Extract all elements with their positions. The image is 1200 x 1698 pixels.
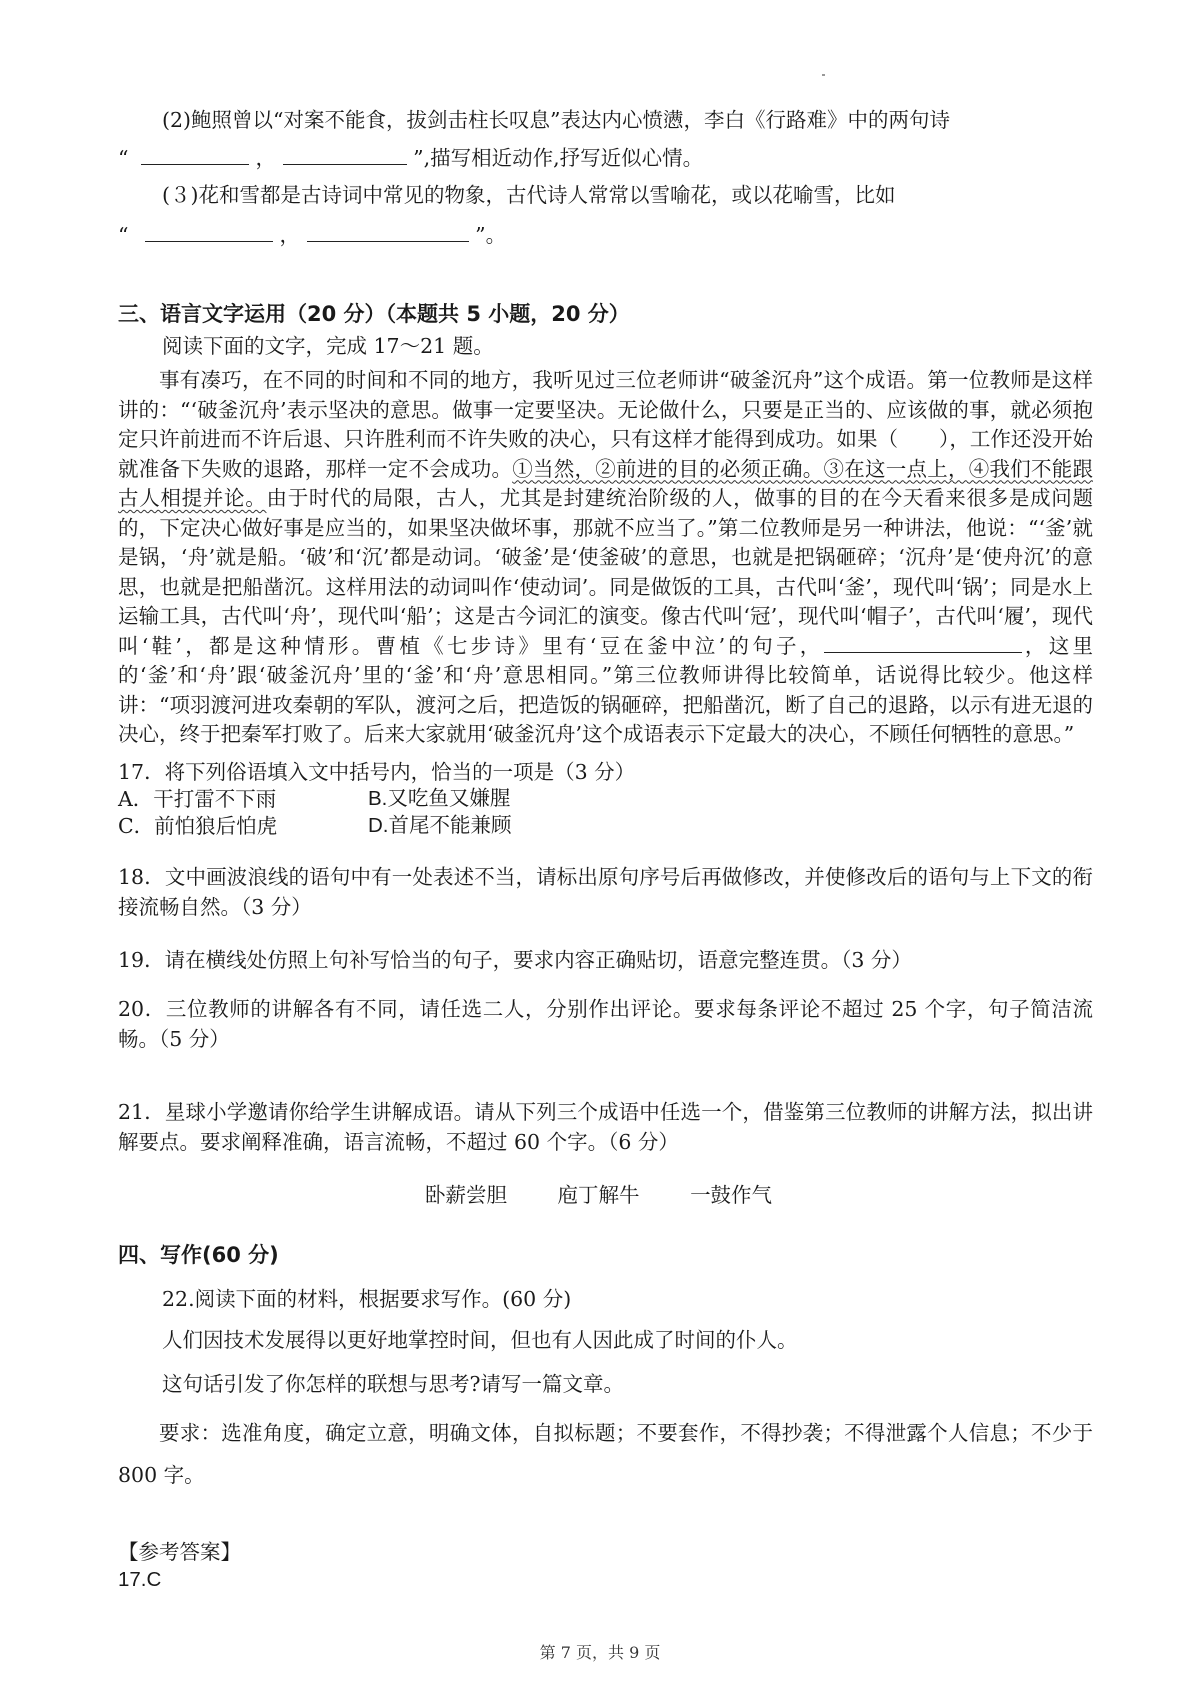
q3-line1: (３)花和雪都是古诗词中常见的物象，古代诗人常常以雪喻花，或以花喻雪，比如 <box>162 183 896 207</box>
q22-stem: 22.阅读下面的材料，根据要求写作。(60 分) <box>162 1287 572 1311</box>
idiom-choices <box>425 1178 816 1208</box>
idiom-3[interactable]: 一鼓作气 <box>690 1183 773 1207</box>
answer-blank[interactable] <box>141 144 249 165</box>
page-footer: 第 7 页，共 9 页 <box>539 1643 661 1662</box>
q19: 19．请在横线处仿照上句补写恰当的句子，要求内容正确贴切，语意完整连贯。（3 分） <box>118 948 912 972</box>
q17-option-c[interactable]: C．前怕狼后怕虎 <box>118 814 278 838</box>
q2-line2: “ ， ”,描写相近动作,抒写近似心情。 <box>118 146 704 170</box>
section3-heading: 三、语言文字运用（20 分）（本题共 5 小题，20 分） <box>118 302 630 326</box>
q2-line1: (2)鲍照曾以“对案不能食，拔剑击柱长叹息”表达内心愤懑，李白《行路难》中的两句诗 <box>162 108 950 132</box>
section4-heading: 四、写作(60 分) <box>118 1243 279 1267</box>
writing-requirement: 要求：选准角度，确定立意，明确文体，自拟标题；不要套作，不得抄袭；不得泄露个人信息；不少于 800 字。 <box>118 1421 1093 1487</box>
q20: 20．三位教师的讲解各有不同，请任选二人，分别作出评论。要求每条评论不超过 25 个字，句子简洁流畅。（5 分） <box>118 997 1093 1051</box>
q17-option-b[interactable]: B.又吃鱼又嫌腥 <box>368 787 511 810</box>
reading-passage: 事有凑巧，在不同的时间和不同的地方，我听见过三位老师讲“破釜沉舟”这个成语。第一位教师是这样讲的：“‘破釜沉舟’表示坚决的意思。做事一定要坚决。无论做什么，只要是正当的、应该做的事，就必须抱定只许前进而不许后退、只许胜利而不许失败的决心，只有这样才能得到成功。如果（ ），工作还没开始就准备下失败的退路，那样一定不会成功。①当然，②前进的目的必须正确。③在这一点上，④我们不能跟古人相提并论。由于时代的局限，古人，尤其是封建统治阶级的人，做事的目的在今天看来很多是成问题的，下定决心做好事是应当的，如果坚决做坏事，那就不应当了。”第二位教师是另一种讲法，他说：“‘釜’就是锅，‘舟’就是船。‘破’和‘沉’都是动词。‘破釜’是‘使釜破’的意思，也就是把锅砸碎；‘沉舟’是‘使舟沉’的意思，也就是把船凿沉。这样用法的动词叫作‘使动词’。同是做饭的工具，古代叫‘釜’，现代叫‘锅’；同是水上运输工具，古代叫‘舟’，现代叫‘船’；这是古今词汇的演变。像古代叫‘冠’，现代叫‘帽子’，古代叫‘履’，现代叫‘鞋’，都是这种情形。曹植《七步诗》里有‘豆在釜中泣’的句子， ，这里的‘釜’和‘舟’跟‘破釜沉舟’里的‘釜’和‘舟’意思相同。”第三位教师讲得比较简单，话说得比较少。他这样讲：“项羽渡河进攻秦朝的军队，渡河之后，把造饭的锅砸碎，把船凿沉，断了自己的退路，以示有进无退的决心，终于把秦军打败了。后来大家就用‘破釜沉舟’这个成语表示下定最大的决心，不顾任何牺牲的意思。” <box>118 368 1094 746</box>
q21: 21．星球小学邀请你给学生讲解成语。请从下列三个成语中任选一个，借鉴第三位教师的讲解方法，拟出讲解要点。要求阐释准确，语言流畅，不超过 60 个字。（6 分） <box>118 1100 1093 1154</box>
answer-17: 17.C <box>118 1568 162 1591</box>
wavy-underlined-sentence: ①当然，②前进的目的必须正确。③在这一点上，④我们不能跟古人相提并论。 <box>118 456 1093 510</box>
q18: 18．文中画波浪线的语句中有一处表述不当，请标出原句序号后再做修改，并使修改后的语句与上下文的衔接流畅自然。（3 分） <box>118 865 1093 919</box>
writing-prompt: 这句话引发了你怎样的联想与思考?请写一篇文章。 <box>162 1372 624 1396</box>
idiom-2[interactable]: 庖丁解牛 <box>557 1183 640 1207</box>
fill-in-blank[interactable] <box>824 632 1022 653</box>
q3-line2: “ ， ”。 <box>118 223 507 247</box>
writing-material: 人们因技术发展得以更好地掌控时间，但也有人因此成了时间的仆人。 <box>162 1328 798 1352</box>
scan-speck <box>822 74 825 76</box>
section3-instruction: 阅读下面的文字，完成 17～21 题。 <box>162 334 494 358</box>
q17-option-d[interactable]: D.首尾不能兼顾 <box>368 814 512 837</box>
answer-blank[interactable] <box>145 221 273 242</box>
idiom-1[interactable]: 卧薪尝胆 <box>425 1183 507 1207</box>
q17-stem: 17．将下列俗语填入文中括号内，恰当的一项是（3 分） <box>118 760 636 784</box>
answer-blank[interactable] <box>283 144 407 165</box>
answer-blank[interactable] <box>307 221 469 242</box>
q17-option-a[interactable]: A．干打雷不下雨 <box>118 787 277 811</box>
answers-heading: 【参考答案】 <box>118 1540 241 1564</box>
